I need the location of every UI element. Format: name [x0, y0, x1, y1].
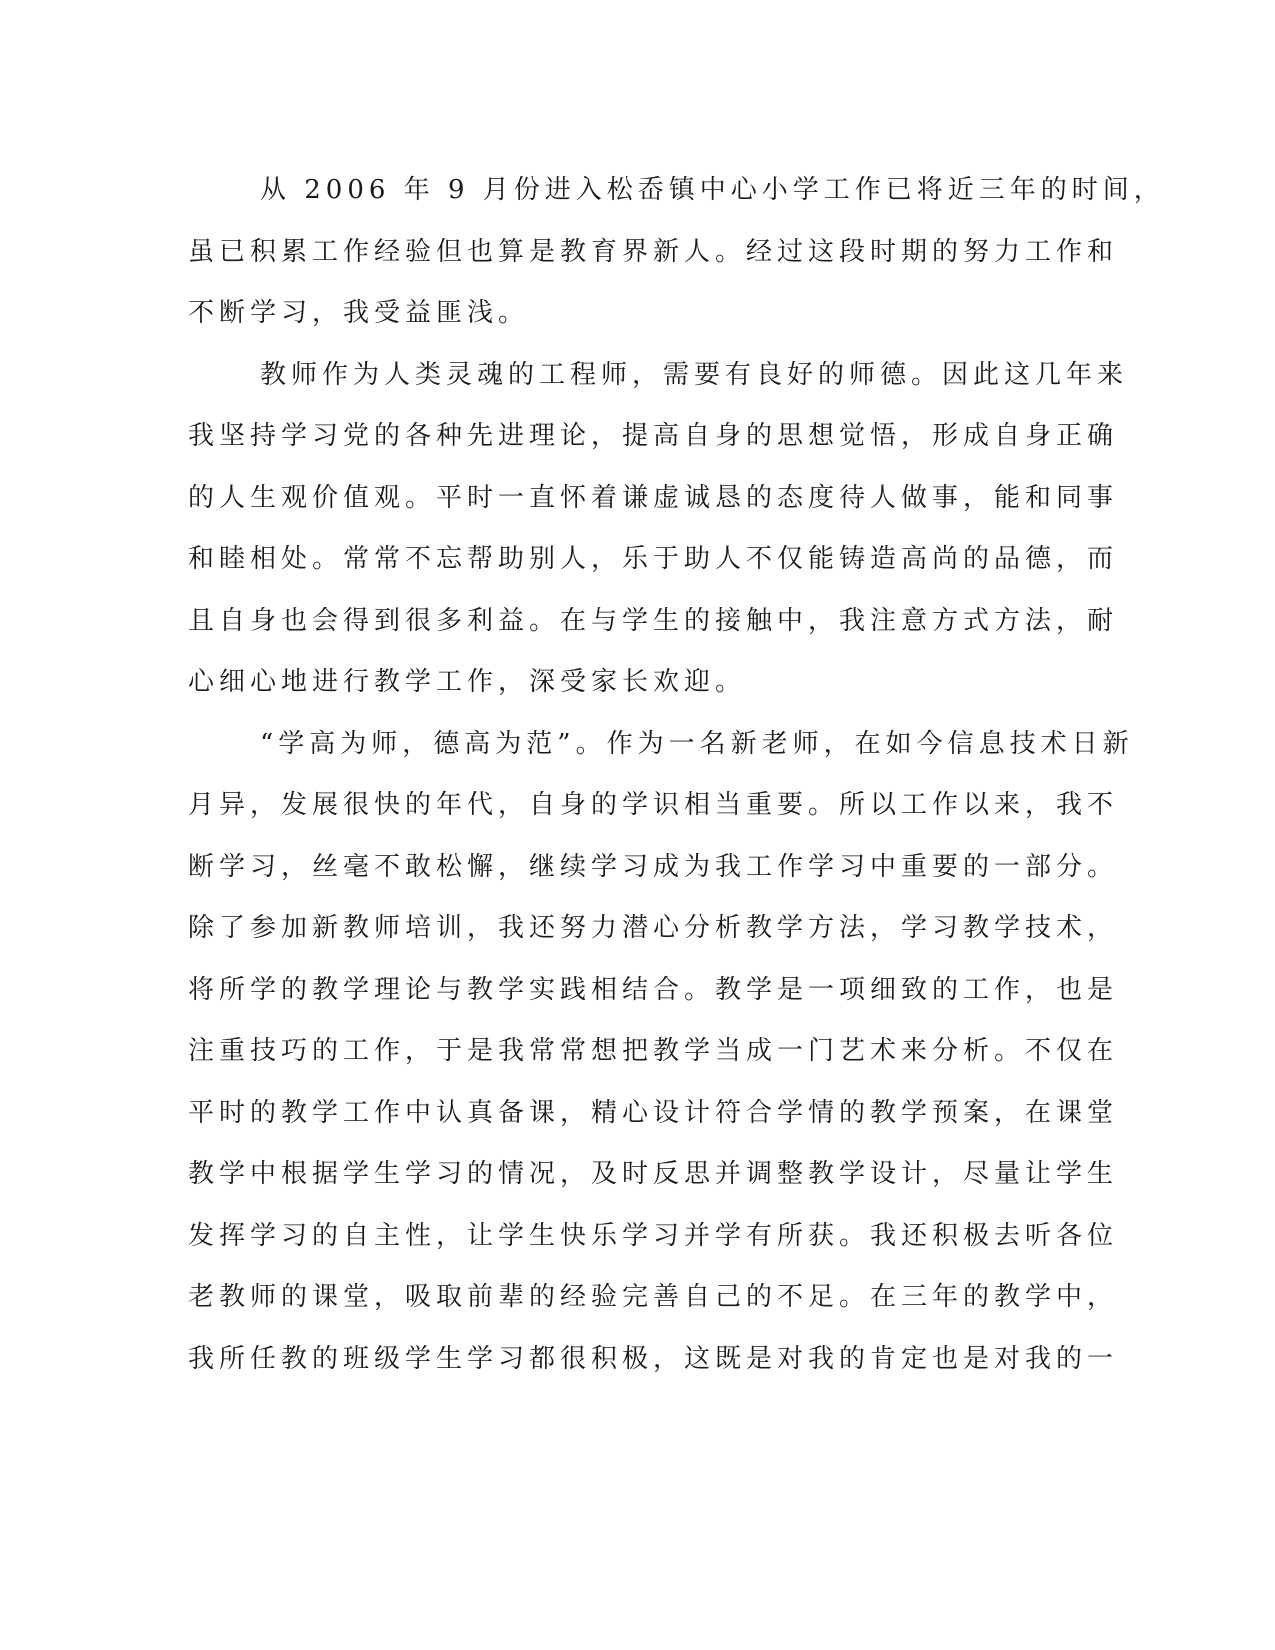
text-line: 心细心地进行教学工作，深受家长欢迎。 — [188, 667, 747, 697]
text-line: 我坚持学习党的各种先进理论，提高自身的思想觉悟，形成自身正确 — [188, 421, 1119, 451]
text-line: 且自身也会得到很多利益。在与学生的接触中，我注意方式方法，耐 — [188, 605, 1119, 636]
text-line: 发挥学习的自主性，让学生快乐学习并学有所获。我还积极去听各位 — [188, 1220, 1119, 1251]
text-line: 我所任教的班级学生学习都很积极，这既是对我的肯定也是对我的一 — [188, 1343, 1119, 1374]
text-line: 平时的教学工作中认真备课，精心设计符合学情的教学预案，在课堂 — [188, 1097, 1119, 1128]
text-line: 虽已积累工作经验但也算是教育界新人。经过这段时期的努力工作和 — [188, 236, 1119, 267]
paragraph-2 — [188, 345, 1129, 714]
text-line: 从 2006 年 9 月份进入松岙镇中心小学工作已将近三年的时间， — [260, 175, 1165, 205]
paragraph-3 — [188, 714, 1134, 1391]
text-line: 注重技巧的工作，于是我常常想把教学当成一门艺术来分析。不仅在 — [188, 1036, 1119, 1066]
text-line: 和睦相处。常常不忘帮助别人，乐于助人不仅能铸造高尚的品德，而 — [188, 544, 1119, 574]
text-line: 不断学习，我受益匪浅。 — [188, 298, 530, 328]
paragraph-1 — [188, 160, 1165, 345]
text-line: 教学中根据学生学习的情况，及时反思并调整教学设计，尽量让学生 — [188, 1159, 1119, 1189]
text-line: 断学习，丝毫不敢松懈，继续学习成为我工作学习中重要的一部分。 — [188, 851, 1119, 882]
text-line: 教师作为人类灵魂的工程师，需要有良好的师德。因此这几年来 — [260, 359, 1129, 390]
text-line: 的人生观价值观。平时一直怀着谦虚诚恳的态度待人做事，能和同事 — [188, 482, 1119, 513]
text-line: 除了参加新教师培训，我还努力潜心分析教学方法，学习教学技术， — [188, 913, 1119, 943]
text-line: 将所学的教学理论与教学实践相结合。教学是一项细致的工作，也是 — [188, 974, 1119, 1005]
document-body — [188, 160, 1165, 1390]
text-line: “学高为师，德高为范”。作为一名新老师，在如今信息技术日新 — [260, 728, 1134, 759]
text-line: 老教师的课堂，吸取前辈的经验完善自己的不足。在三年的教学中， — [188, 1282, 1119, 1312]
text-line: 月异，发展很快的年代，自身的学识相当重要。所以工作以来，我不 — [188, 790, 1119, 820]
